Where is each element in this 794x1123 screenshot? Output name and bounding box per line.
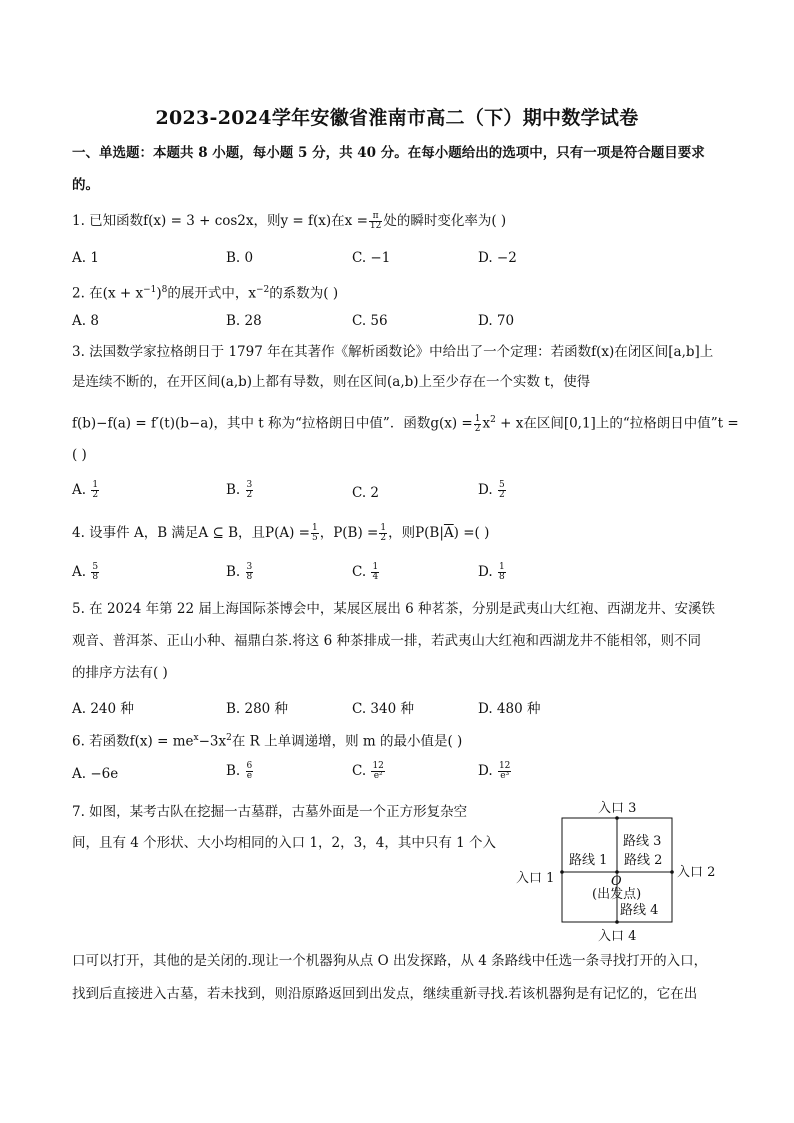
route-1-label: 路线 1 xyxy=(569,853,608,868)
q6-opt-b-den: e xyxy=(246,771,253,781)
q1-stem-b: 处的瞬时变化率为( ) xyxy=(383,213,507,229)
question-3-line3 xyxy=(72,411,737,434)
q4-frac1 xyxy=(311,524,319,543)
question-1-stem xyxy=(72,212,737,231)
q3-frac-den: 2 xyxy=(474,423,481,434)
route-4-label: 路线 4 xyxy=(620,903,659,918)
origin-label: O xyxy=(611,874,622,889)
q4-opt-b-den: 8 xyxy=(246,572,253,582)
q4-stem-c: ，则P(B| xyxy=(388,525,444,541)
q4-opt-c-label: C. xyxy=(352,564,367,580)
q2-stem-d: 的系数为( ) xyxy=(269,285,339,302)
q6-opt-b-num: 6 xyxy=(246,761,253,771)
q4-option-c[interactable] xyxy=(352,563,380,582)
q2-option-c[interactable]: C. 56 xyxy=(352,313,388,329)
q6-opt-c-num: 12 xyxy=(372,761,384,771)
q2-sup3: −2 xyxy=(255,285,270,295)
q2-sup2: 8 xyxy=(161,285,168,295)
q3-opt-b-den: 2 xyxy=(246,490,253,500)
q4-opt-a-num: 5 xyxy=(92,562,99,572)
q3-opt-d-den: 2 xyxy=(498,490,505,500)
q4-frac1-den: 5 xyxy=(311,533,318,543)
q3-opt-a-frac xyxy=(91,481,99,500)
q3-option-b[interactable] xyxy=(226,481,254,500)
entrance3-dot xyxy=(615,816,619,820)
route-2-label: 路线 2 xyxy=(624,853,663,868)
q1-option-c[interactable]: C. −1 xyxy=(352,250,391,266)
q3-opt-b-frac xyxy=(246,481,254,500)
q3-line3-sup: 2 xyxy=(490,415,496,425)
q4-opt-d-label: D. xyxy=(478,564,493,580)
q2-stem-a: 2. 在(x + x xyxy=(72,285,144,302)
entrance-2-label: 入口 2 xyxy=(677,865,716,880)
entrance4-dot xyxy=(615,920,619,924)
q2-sup1: −1 xyxy=(143,285,157,295)
q3-opt-d-label: D. xyxy=(478,482,493,498)
q4-opt-b-label: B. xyxy=(226,564,241,580)
q3-fraction xyxy=(474,415,482,434)
q4-opt-b-frac xyxy=(246,563,254,582)
q3-opt-a-num: 1 xyxy=(92,480,99,490)
q3-opt-b-label: B. xyxy=(226,482,241,498)
q5-option-b[interactable]: B. 280 种 xyxy=(226,701,289,717)
question-7-line4: 找到后直接进入古墓，若未找到，则沿原路返回到出发点，继续重新寻找.若该机器狗是有记忆的，它在出 xyxy=(72,986,698,1002)
entrance1-dot xyxy=(560,870,564,874)
origin-note-label: (出发点) xyxy=(592,887,642,902)
q5-option-c[interactable]: C. 340 种 xyxy=(352,701,414,717)
q6-option-a[interactable]: A. −6e xyxy=(72,766,119,782)
question-5-line3: 的排序方法有( ) xyxy=(72,665,168,681)
q4-opt-c-frac xyxy=(371,563,379,582)
q4-stem-a: 4. 设事件 A，B 满足A ⊆ B，且P(A) = xyxy=(72,525,310,541)
q6-option-c[interactable] xyxy=(352,762,386,781)
q5-option-a[interactable]: A. 240 种 xyxy=(72,701,134,717)
q4-option-d[interactable] xyxy=(478,563,507,582)
q1-stem-a: 1. 已知函数f(x) = 3 + cos2x，则y = f(x)在x = xyxy=(72,213,368,229)
question-3-line2: 是连续不断的，在开区间(a,b)上都有导数，则在区间(a,b)上至少存在一个实数 t，使得 xyxy=(72,374,591,390)
q2-stem-b: ) xyxy=(156,285,162,302)
q4-frac2 xyxy=(379,524,387,543)
entrance-4-label: 入口 4 xyxy=(598,929,637,944)
q4-opt-d-frac xyxy=(498,563,506,582)
section-header-line1: 一、单选题：本题共 8 小题，每小题 5 分，共 40 分。在每小题给出的选项中，只有一项是符合题目要求 xyxy=(72,145,705,161)
q3-opt-a-den: 2 xyxy=(92,490,99,500)
q4-option-b[interactable] xyxy=(226,563,254,582)
question-5-line1: 5. 在 2024 年第 22 届上海国际茶博会中，某展区展出 6 种茗茶，分别是武夷山大红袍、西湖龙井、安溪铁 xyxy=(72,601,716,617)
q2-option-a[interactable]: A. 8 xyxy=(72,313,99,329)
q4-opt-a-den: 8 xyxy=(92,572,99,582)
q4-opt-b-num: 3 xyxy=(246,562,253,572)
q4-stem-abar: $\overline{A}$ xyxy=(443,525,454,541)
q4-opt-d-den: 8 xyxy=(498,572,505,582)
q3-opt-b-num: 3 xyxy=(246,480,253,490)
q6-opt-b-label: B. xyxy=(226,763,241,779)
q3-line3-b: x xyxy=(482,415,491,432)
question-7-line2: 间，且有 4 个形状、大小均相同的入口 1，2，3，4，其中只有 1 个入 xyxy=(72,835,496,851)
question-7-line1: 7. 如图，某考古队在挖掘一古墓群，古墓外面是一个正方形复杂空 xyxy=(72,804,468,820)
q6-option-b[interactable] xyxy=(226,762,254,781)
q4-opt-a-frac xyxy=(91,563,99,582)
q1-option-d[interactable]: D. −2 xyxy=(478,250,517,266)
q3-option-c[interactable]: C. 2 xyxy=(352,485,380,501)
q2-stem-c: 的展开式中，x xyxy=(167,285,256,302)
q4-frac2-den: 2 xyxy=(380,533,387,543)
q1-frac-num: π xyxy=(369,212,382,222)
page-title: 2023-2024学年安徽省淮南市高二（下）期中数学试卷 xyxy=(155,107,639,129)
question-2-stem xyxy=(72,281,737,303)
question-7-line3: 口可以打开，其他的是关闭的.现让一个机器狗从点 O 出发探路，从 4 条路线中任选一条寻找打开的入口， xyxy=(72,953,708,969)
question-3-line4: ( ) xyxy=(72,447,87,463)
q4-opt-d-num: 1 xyxy=(498,562,505,572)
q4-option-a[interactable] xyxy=(72,563,100,582)
q6-stem-b: −3x xyxy=(198,733,227,750)
entrance-1-label: 入口 1 xyxy=(516,871,555,886)
q6-opt-b-frac xyxy=(246,762,254,781)
section-header-line2: 的。 xyxy=(72,177,99,193)
q4-opt-c-num: 1 xyxy=(372,562,379,572)
question-3-line1: 3. 法国数学家拉格朗日于 1797 年在其著作《解析函数论》中给出了一个定理：若函数f(x)在闭区间[a,b]上 xyxy=(72,344,714,360)
q6-sup2: 2 xyxy=(226,733,232,743)
q4-opt-c-den: 4 xyxy=(372,572,379,582)
question-6-stem xyxy=(72,729,737,751)
q3-opt-d-frac xyxy=(498,481,506,500)
q6-opt-d-label: D. xyxy=(478,763,493,779)
q2-option-b[interactable]: B. 28 xyxy=(226,313,262,329)
q6-opt-c-label: C. xyxy=(352,763,367,779)
q2-option-d[interactable]: D. 70 xyxy=(478,313,515,329)
entrance2-dot xyxy=(670,870,674,874)
question-4-stem xyxy=(72,524,737,543)
q6-stem-c: 在 R 上单调递增，则 m 的最小值是( ) xyxy=(231,733,463,750)
q6-sup1: x xyxy=(193,733,199,743)
q4-frac1-num: 1 xyxy=(311,523,318,533)
q1-fraction xyxy=(369,212,382,231)
q6-stem-a: 6. 若函数f(x) = me xyxy=(72,733,194,750)
q6-opt-c-frac xyxy=(371,762,384,781)
q3-opt-d-num: 5 xyxy=(498,480,505,490)
q6-opt-c-den: e² xyxy=(373,771,383,781)
q1-frac-den: 12 xyxy=(369,221,382,231)
q4-stem-d: ) =( ) xyxy=(453,525,490,541)
entrance-3-label: 入口 3 xyxy=(598,801,637,816)
q3-frac-num: 1 xyxy=(474,413,481,424)
q5-option-d[interactable]: D. 480 种 xyxy=(478,701,541,717)
q4-stem-b: ，P(B) = xyxy=(319,525,379,541)
q3-option-a[interactable] xyxy=(72,481,100,500)
tomb-route-diagram xyxy=(512,798,752,948)
q6-option-d[interactable] xyxy=(478,762,512,781)
q1-option-b[interactable]: B. 0 xyxy=(226,250,254,266)
question-5-line2: 观音、普洱茶、正山小种、福鼎白茶.将这 6 种茶排成一排，若武夷山大红袍和西湖龙井不能相邻，则不同 xyxy=(72,633,701,649)
q4-frac2-num: 1 xyxy=(380,523,387,533)
q6-opt-d-num: 12 xyxy=(498,761,511,771)
q6-opt-d-den: e³ xyxy=(500,771,510,781)
q3-line3-c: + x在区间[0,1]上的“拉格朗日中值”t = xyxy=(495,415,739,432)
q3-opt-a-label: A. xyxy=(72,482,87,498)
route-3-label: 路线 3 xyxy=(623,834,662,849)
q4-opt-a-label: A. xyxy=(72,564,87,580)
q3-option-d[interactable] xyxy=(478,481,507,500)
q1-option-a[interactable]: A. 1 xyxy=(72,250,99,266)
q6-opt-d-frac xyxy=(498,762,511,781)
q3-line3-a: f(b)−f(a) = f′(t)(b−a)，其中 t 称为“拉格朗日中值”．函数g(x) = xyxy=(72,415,473,432)
